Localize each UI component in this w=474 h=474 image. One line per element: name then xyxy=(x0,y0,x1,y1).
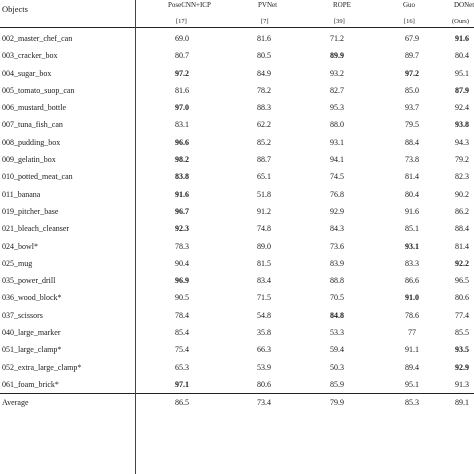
method-header: PVNet xyxy=(258,1,278,9)
object-name: 009_gelatin_box xyxy=(2,155,56,165)
table-row xyxy=(0,220,474,237)
table-row xyxy=(0,151,474,168)
average-row xyxy=(0,393,474,410)
value-cell: 92.3 xyxy=(175,224,189,234)
table-row xyxy=(0,65,474,82)
value-cell: 80.7 xyxy=(175,51,189,61)
value-cell: 81.6 xyxy=(175,85,189,95)
value-cell: 85.5 xyxy=(455,328,469,338)
value-cell: 82.3 xyxy=(455,172,469,182)
value-cell: 71.5 xyxy=(257,293,271,303)
value-cell: 92.9 xyxy=(330,206,344,216)
value-cell: 88.4 xyxy=(405,137,419,147)
object-name: 052_extra_large_clamp* xyxy=(2,362,82,372)
value-cell: 67.9 xyxy=(405,34,419,43)
object-name: 008_pudding_box xyxy=(2,137,61,147)
average-cell: 86.5 xyxy=(175,398,189,408)
column-divider xyxy=(135,0,136,474)
value-cell: 96.9 xyxy=(175,276,189,286)
value-cell: 93.1 xyxy=(405,241,419,251)
value-cell: 78.4 xyxy=(175,310,189,320)
method-ref: [7] xyxy=(261,18,269,25)
table-row xyxy=(0,255,474,272)
value-cell: 84.9 xyxy=(257,68,271,78)
value-cell: 83.1 xyxy=(175,120,189,130)
value-cell: 88.7 xyxy=(257,155,271,165)
value-cell: 73.8 xyxy=(405,155,419,165)
object-name: 007_tuna_fish_can xyxy=(2,120,63,130)
method-ref: [16] xyxy=(404,18,415,25)
value-cell: 88.3 xyxy=(257,103,271,113)
value-cell: 65.1 xyxy=(257,172,271,182)
value-cell: 93.8 xyxy=(455,120,469,130)
value-cell: 97.2 xyxy=(405,68,419,78)
table-row xyxy=(0,289,474,306)
table-row xyxy=(0,99,474,116)
value-cell: 91.1 xyxy=(405,345,419,355)
value-cell: 83.9 xyxy=(330,258,344,268)
object-name: 019_pitcher_base xyxy=(2,206,59,216)
value-cell: 65.3 xyxy=(175,362,189,372)
object-name: 036_wood_block* xyxy=(2,293,62,303)
average-label: Average xyxy=(2,398,29,408)
value-cell: 91.3 xyxy=(455,379,469,389)
table-row xyxy=(0,341,474,358)
value-cell: 71.2 xyxy=(330,34,344,43)
value-cell: 95.3 xyxy=(330,103,344,113)
value-cell: 92.4 xyxy=(455,103,469,113)
value-cell: 92.9 xyxy=(455,362,469,372)
value-cell: 51.8 xyxy=(257,189,271,199)
value-cell: 85.4 xyxy=(175,328,189,338)
table-row xyxy=(0,359,474,376)
value-cell: 80.4 xyxy=(455,51,469,61)
table-row xyxy=(0,30,474,47)
value-cell: 87.9 xyxy=(455,85,469,95)
value-cell: 89.0 xyxy=(257,241,271,251)
value-cell: 80.6 xyxy=(257,379,271,389)
value-cell: 91.2 xyxy=(257,206,271,216)
value-cell: 81.6 xyxy=(257,34,271,43)
value-cell: 73.6 xyxy=(330,241,344,251)
method-header: ROPE xyxy=(333,1,351,9)
value-cell: 66.3 xyxy=(257,345,271,355)
table-body xyxy=(0,30,474,393)
value-cell: 98.2 xyxy=(175,155,189,165)
average-cell: 73.4 xyxy=(257,398,271,408)
value-cell: 95.1 xyxy=(405,379,419,389)
table-row xyxy=(0,168,474,185)
value-cell: 77 xyxy=(408,328,416,338)
value-cell: 97.1 xyxy=(175,379,189,389)
value-cell: 94.3 xyxy=(455,137,469,147)
average-cell: 79.9 xyxy=(330,398,344,408)
object-name: 011_banana xyxy=(2,189,41,199)
value-cell: 80.4 xyxy=(405,189,419,199)
object-name: 004_sugar_box xyxy=(2,68,52,78)
value-cell: 81.4 xyxy=(405,172,419,182)
value-cell: 97.0 xyxy=(175,103,189,113)
object-name: 037_scissors xyxy=(2,310,43,320)
table-row xyxy=(0,307,474,324)
value-cell: 85.2 xyxy=(257,137,271,147)
value-cell: 53.9 xyxy=(257,362,271,372)
value-cell: 85.1 xyxy=(405,224,419,234)
table-row xyxy=(0,238,474,255)
method-header: Guo xyxy=(403,1,416,9)
value-cell: 74.5 xyxy=(330,172,344,182)
value-cell: 89.4 xyxy=(405,362,419,372)
table-row xyxy=(0,203,474,220)
average-cell: 89.1 xyxy=(455,398,469,408)
value-cell: 59.4 xyxy=(330,345,344,355)
value-cell: 93.7 xyxy=(405,103,419,113)
value-cell: 85.0 xyxy=(405,85,419,95)
object-name: 040_large_marker xyxy=(2,328,61,338)
value-cell: 89.9 xyxy=(330,51,344,61)
value-cell: 78.6 xyxy=(405,310,419,320)
value-cell: 53.3 xyxy=(330,328,344,338)
table-row xyxy=(0,376,474,393)
value-cell: 83.3 xyxy=(405,258,419,268)
value-cell: 90.2 xyxy=(455,189,469,199)
value-cell: 92.2 xyxy=(455,258,469,268)
value-cell: 96.5 xyxy=(455,276,469,286)
value-cell: 96.6 xyxy=(175,137,189,147)
object-name: 035_power_drill xyxy=(2,276,56,286)
method-header: PoseCNN+ICP xyxy=(168,1,211,9)
value-cell: 78.2 xyxy=(257,85,271,95)
value-cell: 83.8 xyxy=(175,172,189,182)
method-ref: [39] xyxy=(334,18,345,25)
value-cell: 80.5 xyxy=(257,51,271,61)
value-cell: 88.4 xyxy=(455,224,469,234)
value-cell: 97.2 xyxy=(175,68,189,78)
value-cell: 91.6 xyxy=(455,34,469,43)
value-cell: 89.7 xyxy=(405,51,419,61)
object-name: 006_mustard_bottle xyxy=(2,103,66,113)
object-name: 024_bowl* xyxy=(2,241,38,251)
value-cell: 82.7 xyxy=(330,85,344,95)
value-cell: 93.5 xyxy=(455,345,469,355)
object-name: 003_cracker_box xyxy=(2,51,58,61)
value-cell: 50.3 xyxy=(330,362,344,372)
value-cell: 77.4 xyxy=(455,310,469,320)
method-header: DONet xyxy=(454,1,474,9)
value-cell: 62.2 xyxy=(257,120,271,130)
value-cell: 35.8 xyxy=(257,328,271,338)
value-cell: 70.5 xyxy=(330,293,344,303)
value-cell: 86.6 xyxy=(405,276,419,286)
value-cell: 90.5 xyxy=(175,293,189,303)
object-name: 002_master_chef_can xyxy=(2,34,73,43)
value-cell: 93.1 xyxy=(330,137,344,147)
value-cell: 94.1 xyxy=(330,155,344,165)
method-ref: (Ours) xyxy=(452,18,469,25)
value-cell: 96.7 xyxy=(175,206,189,216)
value-cell: 78.3 xyxy=(175,241,189,251)
value-cell: 74.8 xyxy=(257,224,271,234)
value-cell: 93.2 xyxy=(330,68,344,78)
value-cell: 83.4 xyxy=(257,276,271,286)
table-row xyxy=(0,47,474,64)
value-cell: 81.4 xyxy=(455,241,469,251)
value-cell: 88.8 xyxy=(330,276,344,286)
table-row xyxy=(0,186,474,203)
table-row xyxy=(0,324,474,341)
value-cell: 79.2 xyxy=(455,155,469,165)
value-cell: 79.5 xyxy=(405,120,419,130)
value-cell: 90.4 xyxy=(175,258,189,268)
value-cell: 80.6 xyxy=(455,293,469,303)
table-row xyxy=(0,116,474,133)
value-cell: 86.2 xyxy=(455,206,469,216)
table-row xyxy=(0,134,474,151)
object-name: 025_mug xyxy=(2,258,33,268)
value-cell: 95.1 xyxy=(455,68,469,78)
average-cell: 85.3 xyxy=(405,398,419,408)
value-cell: 91.6 xyxy=(405,206,419,216)
table-row xyxy=(0,82,474,99)
object-name: 005_tomato_suop_can xyxy=(2,85,75,95)
table-row xyxy=(0,272,474,289)
value-cell: 54.8 xyxy=(257,310,271,320)
value-cell: 84.8 xyxy=(330,310,344,320)
value-cell: 88.0 xyxy=(330,120,344,130)
method-ref: [17] xyxy=(176,18,187,25)
objects-column-header: Objects xyxy=(2,4,28,14)
value-cell: 69.0 xyxy=(175,34,189,43)
value-cell: 81.5 xyxy=(257,258,271,268)
object-name: 061_foam_brick* xyxy=(2,379,59,389)
value-cell: 91.0 xyxy=(405,293,419,303)
value-cell: 75.4 xyxy=(175,345,189,355)
object-name: 021_bleach_cleanser xyxy=(2,224,70,234)
object-name: 010_potted_meat_can xyxy=(2,172,73,182)
value-cell: 84.3 xyxy=(330,224,344,234)
value-cell: 91.6 xyxy=(175,189,189,199)
value-cell: 85.9 xyxy=(330,379,344,389)
table-header xyxy=(0,0,474,28)
object-name: 051_large_clamp* xyxy=(2,345,62,355)
value-cell: 76.8 xyxy=(330,189,344,199)
